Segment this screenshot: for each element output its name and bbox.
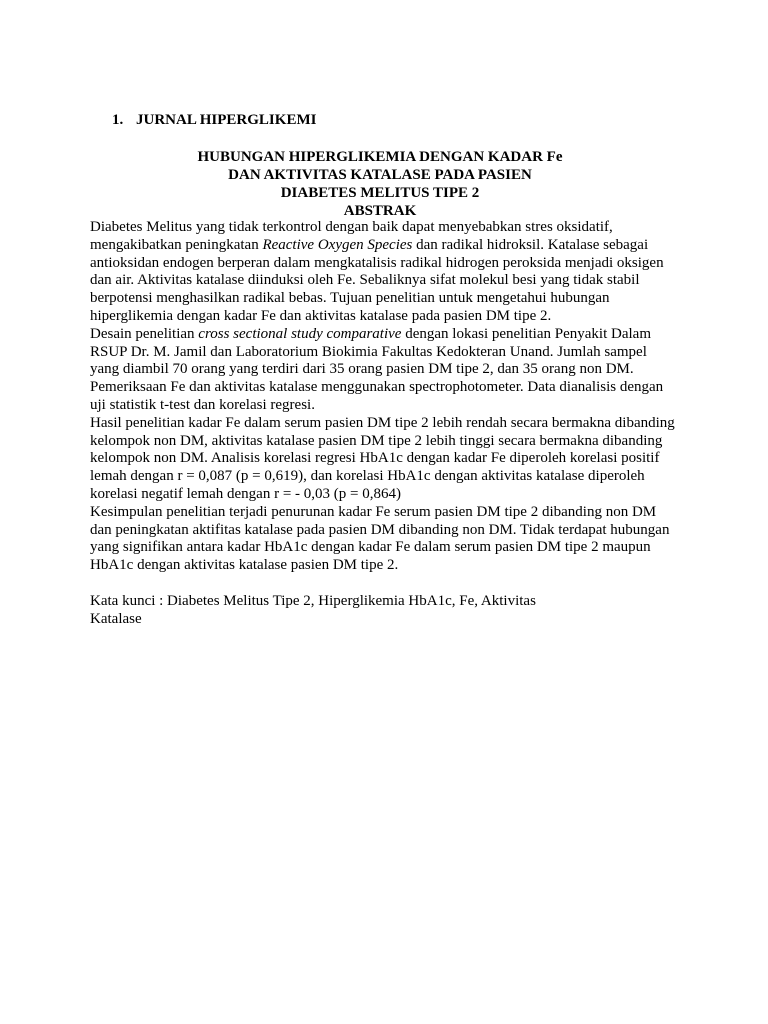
text-segment: dengan lokasi penelitian Penyakit Dalam [401, 325, 651, 342]
abstract-heading: ABSTRAK [343, 203, 417, 219]
abstract-p3-line-2: kelompok non DM, aktivitas katalase pasien DM tipe 2 lebih tinggi secara bermakna dibanding [90, 432, 663, 449]
title-line-3: DIABETES MELITUS TIPE 2 [280, 185, 480, 201]
abstract-p4-line-3: yang signifikan antara kadar HbA1c dengan kadar Fe dalam serum pasien DM tipe 2 maupun [90, 539, 651, 556]
keywords-line-1: Kata kunci : Diabetes Melitus Tipe 2, Hiperglikemia HbA1c, Fe, Aktivitas [90, 592, 536, 609]
abstract-p1-line-2 [90, 237, 680, 255]
abstract-p1-line-1: Diabetes Melitus yang tidak terkontrol dengan baik dapat menyebabkan stres oksidatif, [90, 219, 613, 235]
blank-line [90, 575, 680, 593]
keywords-line-2: Katalase [90, 610, 142, 627]
section-heading-text: JURNAL HIPERGLIKEMI [136, 112, 317, 128]
section-heading [112, 111, 316, 129]
italic-term: Reactive Oxygen Species [262, 236, 413, 253]
text-segment: dan radikal hidroksil. Katalase sebagai [412, 236, 649, 253]
abstract-p1-line-5: berpotensi menghasilkan radikal bebas. Tujuan penelitian untuk mengetahui hubungan [90, 290, 610, 307]
abstract-p2-line-4: Pemeriksaan Fe dan aktivitas katalase menggunakan spectrophotometer. Data dianalisis dengan [90, 379, 664, 396]
abstract-p3-line-1: Hasil penelitian kadar Fe dalam serum pasien DM tipe 2 lebih rendah secara bermakna dibanding [90, 414, 675, 431]
abstract-p4-line-4: HbA1c dengan aktivitas katalase pasien DM tipe 2. [90, 557, 399, 574]
abstract-p3-line-4: lemah dengan r = 0,087 (p = 0,619), dan korelasi HbA1c dengan aktivitas katalase diperoleh [90, 468, 645, 485]
text-segment: Desain penelitian [90, 325, 199, 342]
abstract-p2-line-3: yang diambil 70 orang yang terdiri dari 35 orang pasien DM tipe 2, dan 35 orang non DM. [90, 361, 634, 378]
abstract-p1-line-6: hiperglikemia dengan kadar Fe dan aktivitas katalase pada pasien DM tipe 2. [90, 307, 552, 324]
abstract-p2-line-2: RSUP Dr. M. Jamil dan Laboratorium Biokimia Fakultas Kedokteran Unand. Jumlah sampel [90, 343, 647, 360]
abstract-p2-line-5: uji statistik t-test dan korelasi regresi. [90, 396, 315, 413]
article-title [90, 148, 670, 220]
title-line-1: HUBUNGAN HIPERGLIKEMIA DENGAN KADAR Fe [197, 149, 563, 165]
abstract-p3-line-5: korelasi negatif lemah dengan r = - 0,03 (p = 0,864) [90, 485, 401, 502]
section-number: 1. [112, 112, 124, 128]
abstract-p2-line-1 [90, 326, 680, 344]
abstract-p3-line-3: kelompok non DM. Analisis korelasi regresi HbA1c dengan kadar Fe diperoleh korelasi positif [90, 450, 660, 467]
italic-term: cross sectional study comparative [198, 325, 402, 342]
abstract-p1-line-4: dan air. Aktivitas katalase diinduksi oleh Fe. Sebaliknya sifat molekul besi yang tidak stabil [90, 272, 640, 289]
abstract-p4-line-2: dan peningkatan aktifitas katalase pada pasien DM dibanding non DM. Tidak terdapat hubungan [90, 521, 670, 538]
abstract-body [90, 219, 680, 628]
text-segment: mengakibatkan peningkatan [90, 236, 263, 253]
abstract-p1-line-3: antioksidan endogen berperan dalam mengkatalisis radikal hidrogen peroksida menjadi oksigen [90, 254, 664, 271]
abstract-p4-line-1: Kesimpulan penelitian terjadi penurunan kadar Fe serum pasien DM tipe 2 dibanding non DM [90, 503, 657, 520]
title-line-2: DAN AKTIVITAS KATALASE PADA PASIEN [228, 167, 532, 183]
